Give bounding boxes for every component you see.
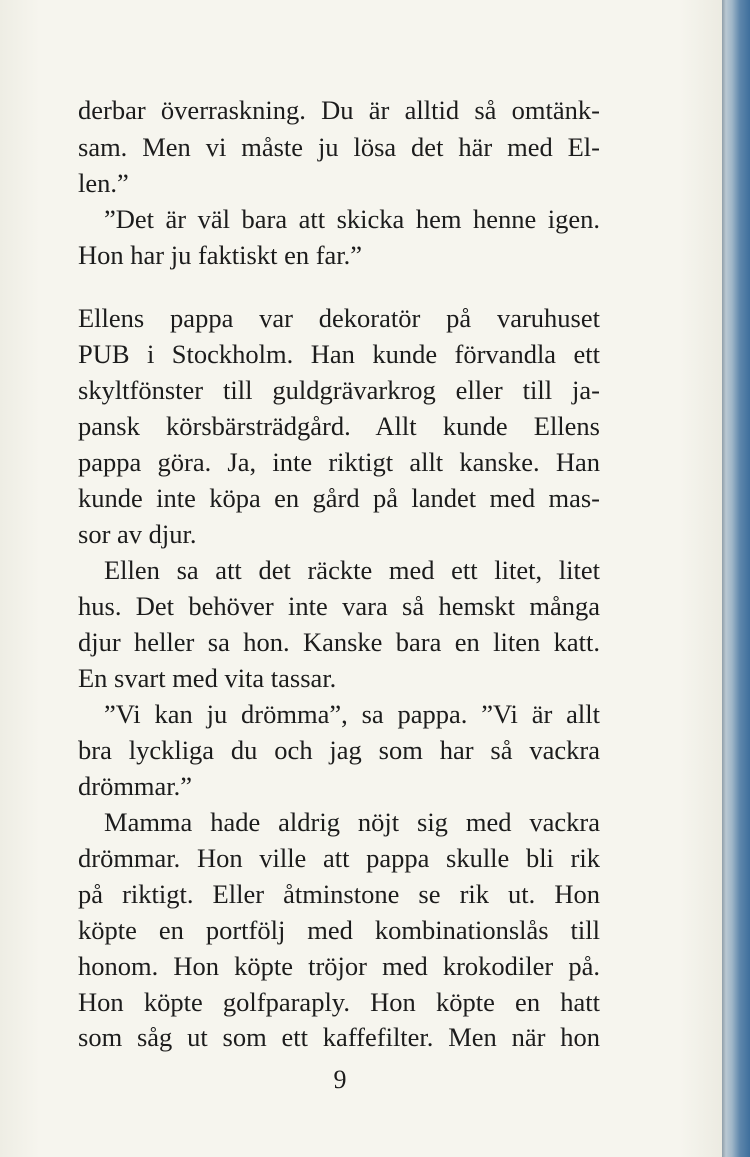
text-line: PUB i Stockholm. Han kunde förvandla ett [78,339,600,369]
text-line: pappa göra. Ja, inte riktigt allt kanske. Han [78,447,600,477]
page-number: 9 [333,1065,347,1094]
text-line: Ellens pappa var dekoratör på varuhuset [78,303,600,333]
text-line: Mamma hade aldrig nöjt sig med vackra [104,807,600,837]
text-line: ”Vi kan ju drömma”, sa pappa. ”Vi är allt [104,699,600,729]
text-line: len.” [78,168,129,198]
text-line: sor av djur. [78,519,197,549]
text-line: honom. Hon köpte tröjor med krokodiler på. [78,951,600,981]
text-line: drömmar. Hon ville att pappa skulle bli rik [78,843,600,873]
text-line: drömmar.” [78,771,193,801]
text-line: som såg ut som ett kaffefilter. Men när hon [78,1022,600,1052]
text-line: ”Det är väl bara att skicka hem henne igen. [104,204,600,234]
text-line: på riktigt. Eller åtminstone se rik ut. Hon [78,879,600,909]
text-line: En svart med vita tassar. [78,663,337,693]
text-line: djur heller sa hon. Kanske bara en liten katt. [78,627,600,657]
text-line: Hon köpte golfparaply. Hon köpte en hatt [78,987,600,1017]
text-line: köpte en portfölj med kombinationslås till [78,915,600,945]
text-line: bra lyckliga du och jag som har så vackra [78,735,600,765]
text-line: hus. Det behöver inte vara så hemskt många [78,591,600,621]
text-line: Hon har ju faktiskt en far.” [78,240,363,270]
text-line: kunde inte köpa en gård på landet med mas- [78,483,600,513]
text-line: Ellen sa att det räckte med ett litet, litet [104,555,600,585]
text-line: sam. Men vi måste ju lösa det här med El- [78,132,600,162]
text-line: skyltfönster till guldgrävarkrog eller till ja- [78,375,600,405]
book-cover-edge [722,0,750,1157]
text-line: derbar överraskning. Du är alltid så omtänk- [78,95,600,125]
text-line: pansk körsbärsträdgård. Allt kunde Ellens [78,411,600,441]
